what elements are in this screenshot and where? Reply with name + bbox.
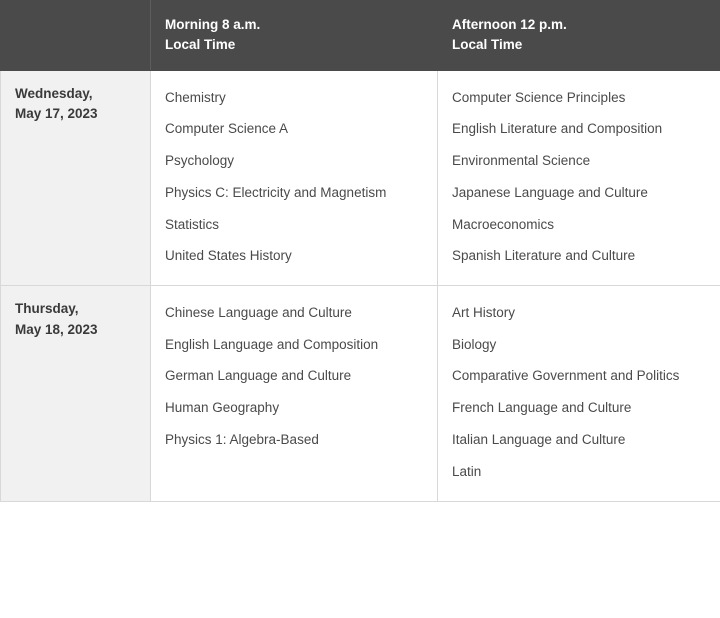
afternoon-column-header bbox=[438, 1, 720, 71]
afternoon-subject-list bbox=[452, 297, 706, 487]
list-item: Latin bbox=[452, 463, 482, 479]
table-body bbox=[1, 71, 720, 502]
afternoon-subjects-cell bbox=[438, 286, 720, 501]
list-item: German Language and Culture bbox=[165, 368, 352, 384]
date-weekday: Thursday, bbox=[15, 301, 79, 317]
morning-subjects-cell bbox=[151, 71, 438, 286]
list-item: Environmental Science bbox=[452, 153, 591, 169]
afternoon-subject-list bbox=[452, 82, 706, 272]
date-column-header bbox=[1, 1, 151, 71]
morning-subject-list bbox=[165, 82, 423, 272]
afternoon-subjects-cell bbox=[438, 71, 720, 286]
list-item: United States History bbox=[165, 248, 292, 264]
list-item: Chemistry bbox=[165, 89, 226, 105]
morning-subject-list bbox=[165, 297, 423, 456]
list-item: Statistics bbox=[165, 216, 220, 232]
header-row bbox=[1, 1, 720, 71]
date-weekday: Wednesday, bbox=[15, 86, 93, 102]
afternoon-header-time: Afternoon 12 p.m. bbox=[452, 17, 567, 32]
list-item: English Language and Composition bbox=[165, 336, 379, 352]
morning-column-header bbox=[151, 1, 438, 71]
morning-header-timezone: Local Time bbox=[165, 36, 236, 52]
table-row bbox=[1, 286, 720, 501]
list-item: Chinese Language and Culture bbox=[165, 304, 352, 320]
list-item: Spanish Literature and Culture bbox=[452, 248, 636, 264]
list-item: Macroeconomics bbox=[452, 216, 555, 232]
list-item: French Language and Culture bbox=[452, 400, 632, 416]
afternoon-header-timezone: Local Time bbox=[452, 36, 523, 52]
list-item: Italian Language and Culture bbox=[452, 431, 626, 447]
morning-header-time: Morning 8 a.m. bbox=[165, 17, 261, 32]
list-item: Physics C: Electricity and Magnetism bbox=[165, 184, 387, 200]
list-item: Psychology bbox=[165, 153, 235, 169]
table-header bbox=[1, 1, 720, 71]
table-row bbox=[1, 71, 720, 286]
date-full: May 17, 2023 bbox=[15, 106, 98, 122]
list-item: Computer Science A bbox=[165, 121, 289, 137]
date-full: May 18, 2023 bbox=[15, 321, 98, 337]
list-item: English Literature and Composition bbox=[452, 121, 663, 137]
list-item: Human Geography bbox=[165, 400, 280, 416]
morning-subjects-cell bbox=[151, 286, 438, 501]
list-item: Biology bbox=[452, 336, 497, 352]
list-item: Physics 1: Algebra-Based bbox=[165, 431, 319, 447]
list-item: Comparative Government and Politics bbox=[452, 368, 680, 384]
list-item: Computer Science Principles bbox=[452, 89, 626, 105]
date-cell bbox=[1, 286, 151, 501]
date-cell bbox=[1, 71, 151, 286]
list-item: Art History bbox=[452, 304, 516, 320]
list-item: Japanese Language and Culture bbox=[452, 184, 648, 200]
